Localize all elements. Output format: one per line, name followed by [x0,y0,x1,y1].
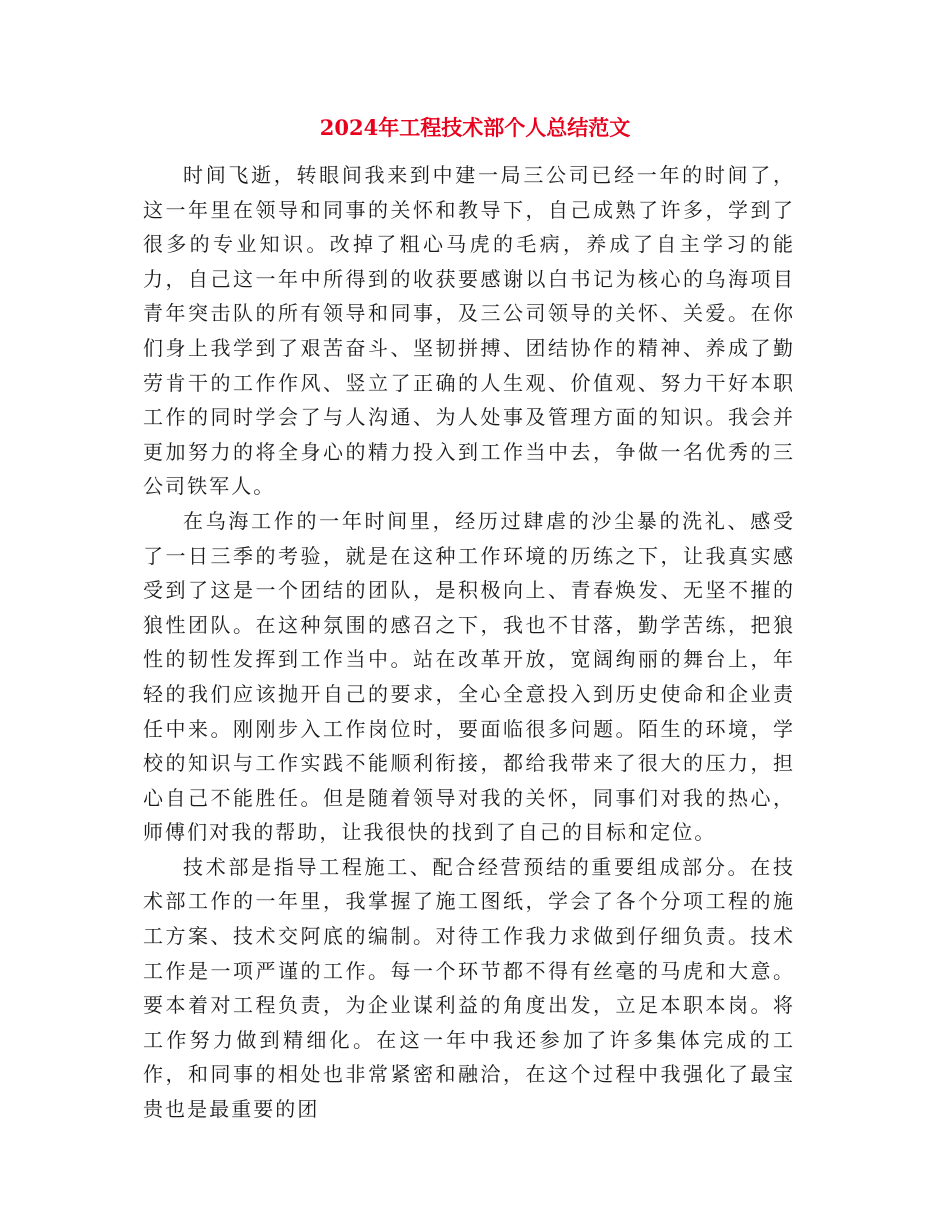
document-title: 2024年工程技术部个人总结范文 [319,115,631,140]
paragraph-2: 在乌海工作的一年时间里，经历过肆虐的沙尘暴的洗礼、感受了一日三季的考验，就是在这种工作环境的历练之下，让我真实感受到了这是一个团结的团队，是积极向上、青春焕发、无坚不摧的狼性团队。在这种氛围的感召之下，我也不甘落，勤学苦练，把狼性的韧性发挥到工作当中。站在改革开放，宽阔绚丽的舞台上，年轻的我们应该抛开自己的要求，全心全意投入到历史使命和企业责任中来。刚刚步入工作岗位时，要面临很多问题。陌生的环境，学校的知识与工作实践不能顺利衔接，都给我带来了很大的压力，担心自己不能胜任。但是随着领导对我的关怀，同事们对我的热心，师傅们对我的帮助，让我很快的找到了自己的目标和定位。 [143,508,795,845]
paragraph-3: 技术部是指导工程施工、配合经营预结的重要组成部分。在技术部工作的一年里，我掌握了施工图纸，学会了各个分项工程的施工方案、技术交阿底的编制。对待工作我力求做到仔细负责。技术工作是一项严谨的工作。每一个环节都不得有丝毫的马虎和大意。要本着对工程负责，为企业谋利益的角度出发，立足本职本岗。将工作努力做到精细化。在这一年中我还参加了许多集体完成的工作，和同事的相处也非常紧密和融洽，在这个过程中我强化了最宝贵也是最重要的团 [143,854,795,1122]
paragraph-1: 时间飞逝，转眼间我来到中建一局三公司已经一年的时间了，这一年里在领导和同事的关怀和教导下，自己成熟了许多，学到了很多的专业知识。改掉了粗心马虎的毛病，养成了自主学习的能力，自己这一年中所得到的收获要感谢以白书记为核心的乌海项目青年突击队的所有领导和同事，及三公司领导的关怀、关爱。在你们身上我学到了艰苦奋斗、坚韧拼搏、团结协作的精神、养成了勤劳肯干的工作作风、竖立了正确的人生观、价值观、努力干好本职工作的同时学会了与人沟通、为人处事及管理方面的知识。我会并更加努力的将全身心的精力投入到工作当中去，争做一名优秀的三公司铁军人。 [143,163,795,499]
document-body [143,158,795,1127]
